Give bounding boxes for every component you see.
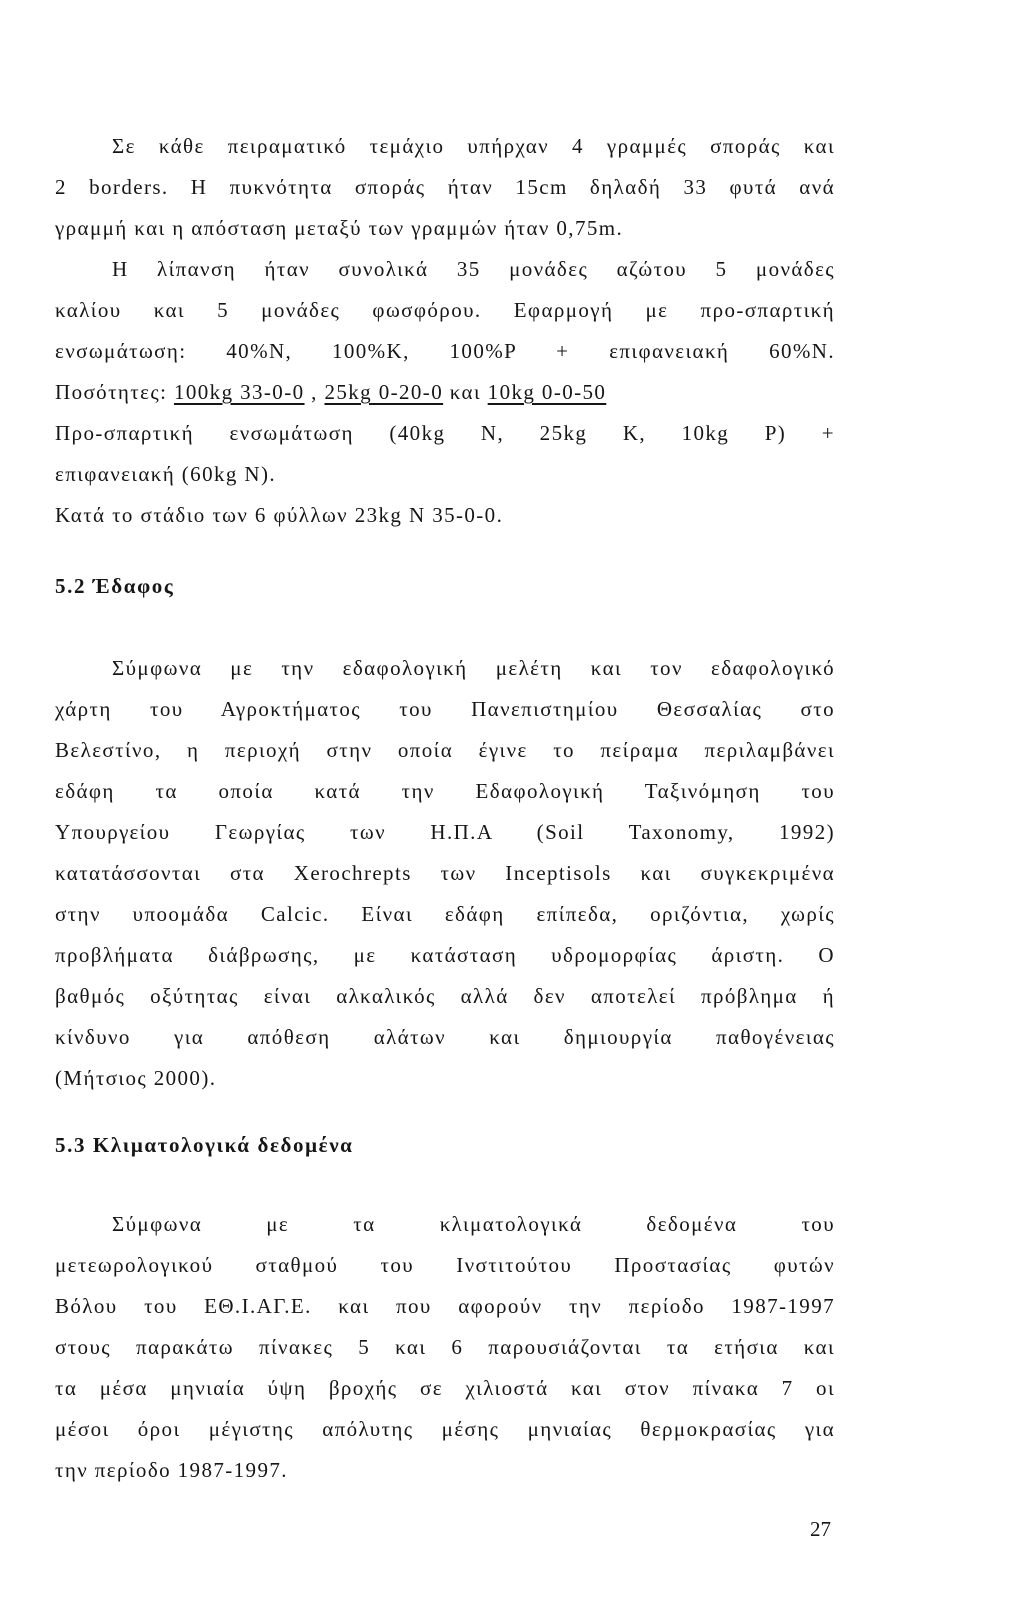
quantities-label: Ποσότητες: — [55, 380, 174, 404]
quantity-2: 25kg 0-20-0 — [324, 380, 444, 404]
paragraph-line: Κατά το στάδιο των 6 φύλλων 23kg N 35-0-0. — [55, 503, 504, 527]
paragraph-line: Η λίπανση ήταν συνολικά 35 μονάδες αζώτου 5 μονάδες — [112, 257, 835, 281]
paragraph-line: κατατάσσονται στα Xerochrepts των Inceptisols και συγκεκριμένα — [55, 861, 835, 885]
quantity-3: 10kg 0-0-50 — [487, 380, 607, 404]
paragraph-line: Σύμφωνα με τα κλιματολογικά δεδομένα του — [112, 1212, 835, 1236]
paragraph-line: στους παρακάτω πίνακες 5 και 6 παρουσιάζονται τα ετήσια και — [55, 1335, 835, 1359]
paragraph-line: καλίου και 5 μονάδες φωσφόρου. Εφαρμογή με προ-σπαρτική — [55, 298, 835, 322]
paragraph-line: γραμμή και η απόσταση μεταξύ των γραμμών ήταν 0,75m. — [55, 216, 624, 240]
paragraph-line: Βελεστίνο, η περιοχή στην οποία έγινε το πείραμα περιλαμβάνει — [55, 738, 835, 762]
paragraph-line: προβλήματα διάβρωσης, με κατάσταση υδρομορφίας άριστη. Ο — [55, 943, 835, 967]
paragraph-line: ενσωμάτωση: 40%N, 100%K, 100%P + επιφανειακή 60%N. — [55, 339, 835, 363]
separator: και — [443, 380, 488, 404]
paragraph-line: χάρτη του Αγροκτήματος του Πανεπιστημίου Θεσσαλίας στο — [55, 697, 835, 721]
quantity-1: 100kg 33-0-0 — [173, 380, 305, 404]
paragraph-line: κίνδυνο για απόθεση αλάτων και δημιουργία παθογένειας — [55, 1025, 835, 1049]
paragraph-line: 2 borders. Η πυκνότητα σποράς ήταν 15cm δηλαδή 33 φυτά ανά — [55, 175, 835, 199]
quantities-line — [55, 377, 835, 407]
paragraph-line: βαθμός οξύτητας είναι αλκαλικός αλλά δεν αποτελεί πρόβλημα ή — [55, 984, 835, 1008]
paragraph-line: Προ-σπαρτική ενσωμάτωση (40kg N, 25kg K, 10kg P) + — [55, 421, 835, 445]
paragraph-line: τα μέσα μηνιαία ύψη βροχής σε χιλιοστά και στον πίνακα 7 οι — [55, 1376, 835, 1400]
section-heading-climate: 5.3 Κλιματολογικά δεδομένα — [55, 1133, 354, 1157]
paragraph-line: μέσοι όροι μέγιστης απόλυτης μέσης μηνιαίας θερμοκρασίας για — [55, 1417, 835, 1441]
paragraph-line: μετεωρολογικού σταθμού του Ινστιτούτου Προστασίας φυτών — [55, 1253, 835, 1277]
paragraph-line: Βόλου του ΕΘ.Ι.ΑΓ.Ε. και που αφορούν την περίοδο 1987-1997 — [55, 1294, 835, 1318]
paragraph-line: εδάφη τα οποία κατά την Εδαφολογική Ταξινόμηση του — [55, 779, 835, 803]
page-number: 27 — [810, 1517, 831, 1541]
paragraph-line: Σε κάθε πειραματικό τεμάχιο υπήρχαν 4 γραμμές σποράς και — [112, 134, 835, 158]
paragraph-line: την περίοδο 1987-1997. — [55, 1458, 288, 1482]
separator: , — [304, 380, 325, 404]
paragraph-line: επιφανειακή (60kg N). — [55, 462, 277, 486]
paragraph-line: Υπουργείου Γεωργίας των Η.Π.Α (Soil Taxonomy, 1992) — [55, 820, 835, 844]
paragraph-line: (Μήτσιος 2000). — [55, 1066, 217, 1090]
paragraph-line: Σύμφωνα με την εδαφολογική μελέτη και τον εδαφολογικό — [112, 656, 835, 680]
paragraph-line: στην υποομάδα Calcic. Είναι εδάφη επίπεδα, οριζόντια, χωρίς — [55, 902, 835, 926]
section-heading-soil: 5.2 Έδαφος — [55, 574, 175, 598]
